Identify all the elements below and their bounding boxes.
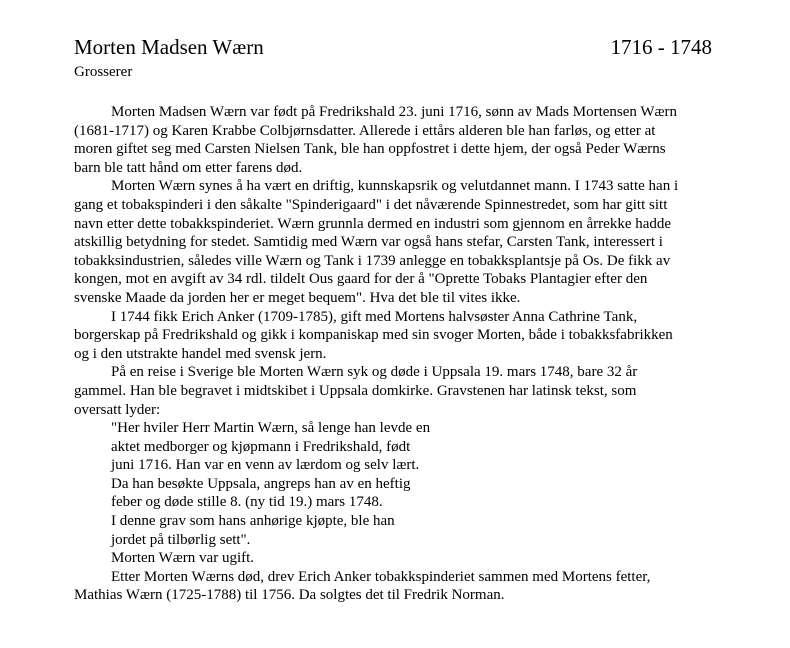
- text-line: navn etter dette tobakkspinderiet. Wærn grunnla dermed en industri som gjennom en årrekke hadde: [74, 215, 672, 232]
- text-line: kongen, mot en avgift av 34 rdl. tildelt Ous gaard for der å "Oprette Tobaks Plantagier efter den: [74, 271, 648, 288]
- text-line: Da han besøkte Uppsala, angreps han av en heftig: [111, 475, 411, 492]
- person-name: Morten Madsen Wærn: [74, 35, 264, 59]
- text-line: moren giftet seg med Carsten Nielsen Tank, ble han oppfostret i dette hjem, der også Peder Wærns: [74, 141, 666, 158]
- text-line: og i den utstrakte handel med svensk jern.: [74, 345, 327, 362]
- text-line: gang et tobakspinderi i den såkalte "Spinderigaard" i det nåværende Spinnestredet, som har gitt sitt: [74, 196, 668, 213]
- text-line: tobakksindustrien, således ville Wærn og Tank i 1739 anlegge en tobakksplantsje på Os. De fikk av: [74, 252, 671, 269]
- text-line: Morten Wærn var ugift.: [111, 550, 255, 567]
- text-line: barn ble tatt hånd om etter farens død.: [74, 159, 303, 176]
- document-header: [74, 34, 714, 64]
- text-line: (1681-1717) og Karen Krabbe Colbjørnsdatter. Allerede i ettårs alderen ble han farløs, og etter at: [74, 122, 656, 139]
- life-years: 1716 - 1748: [610, 35, 712, 59]
- text-line: "Her hviler Herr Martin Wærn, så lenge han levde en: [111, 420, 431, 437]
- text-line: Mathias Wærn (1725-1788) til 1756. Da solgtes det til Fredrik Norman.: [74, 587, 505, 604]
- text-line: Morten Madsen Wærn var født på Fredrikshald 23. juni 1716, sønn av Mads Mortensen Wærn: [111, 104, 678, 120]
- text-line: Morten Wærn synes å ha vært en driftig, kunnskapsrik og velutdannet mann. I 1743 satte han i: [111, 178, 679, 195]
- text-line: Etter Morten Wærns død, drev Erich Anker tobakkspinderiet sammen med Mortens fetter,: [111, 568, 651, 585]
- text-line: I 1744 fikk Erich Anker (1709-1785), gift med Mortens halvsøster Anna Cathrine Tank,: [111, 308, 638, 325]
- text-line: aktet medborger og kjøpmann i Fredrikshald, født: [111, 438, 411, 455]
- biography-text: [74, 103, 724, 605]
- text-line: jordet på tilbørlig sett".: [111, 531, 251, 548]
- text-line: juni 1716. Han var en venn av lærdom og selv lært.: [111, 457, 420, 474]
- text-line: atskillig betydning for stedet. Samtidig med Wærn var også hans stefar, Carsten Tank, interessert i: [74, 234, 663, 251]
- text-line: feber og døde stille 8. (ny tid 19.) mars 1748.: [111, 494, 383, 511]
- occupation-label: Grosserer: [74, 64, 133, 80]
- text-line: oversatt lyder:: [74, 401, 161, 418]
- text-line: gammel. Han ble begravet i midtskibet i Uppsala domkirke. Gravstenen har latinsk tekst, som: [74, 382, 637, 399]
- text-line: borgerskap på Fredrikshald og gikk i kompaniskap med sin svoger Morten, både i tobakksfabrikken: [74, 327, 673, 344]
- text-line: På en reise i Sverige ble Morten Wærn syk og døde i Uppsala 19. mars 1748, bare 32 år: [111, 364, 638, 381]
- text-line: I denne grav som hans anhørige kjøpte, ble han: [111, 513, 395, 530]
- text-line: svenske Maade da jorden her er meget bequem". Hva det ble til vites ikke.: [74, 289, 521, 306]
